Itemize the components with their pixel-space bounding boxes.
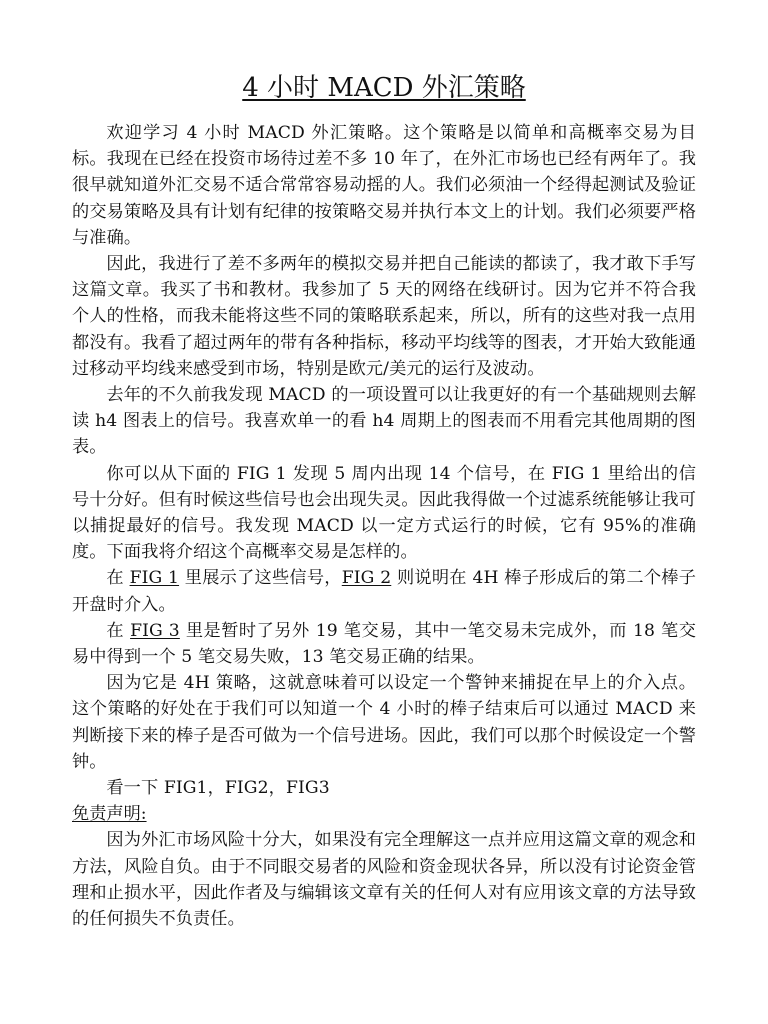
text-segment: 里展示了这些信号， bbox=[179, 568, 342, 589]
paragraph-discovery: 去年的不久前我发现 MACD 的一项设置可以让我更好的有一个基础规则去解读 h4 图表上的信号。我喜欢单一的看 h4 周期上的图表而不用看完其他周期的图表。 bbox=[72, 385, 696, 458]
fig2-reference: FIG 2 bbox=[341, 568, 392, 589]
fig3-reference: FIG 3 bbox=[130, 620, 180, 641]
document-title: 4 小时 MACD 外汇策略 bbox=[242, 73, 526, 103]
text-segment: 在 bbox=[106, 620, 131, 641]
paragraph-see-figs: 看一下 FIG1，FIG2，FIG3 bbox=[106, 778, 330, 799]
paragraph-signals: 你可以从下面的 FIG 1 发现 5 周内出现 14 个信号，在 FIG 1 里给出的信号十分好。但有时候这些信号也会出现失灵。因此我得做一个过滤系统能够让我可以捕捉最好的信号。我发现 MACD 以一定方式运行的时候，它有 95%的准确度。下面我将介绍这个高概率交易是怎样的。 bbox=[72, 463, 696, 563]
text-segment: 里是暂时了另外 19 笔交易，其中一笔交易未完成外，而 18 笔交易中得到一个 5 笔交易失败，13 笔交易正确的结果。 bbox=[72, 620, 696, 668]
paragraph-alarm: 因为它是 4H 策略，这就意味着可以设定一个警钟来捕捉在早上的介入点。这个策略的好处在于我们可以知道一个 4 小时的棒子结束后可以通过 MACD 来判断接下来的棒子是否可做为一个信号进场。因此，我们可以那个时候设定一个警钟。 bbox=[72, 673, 696, 772]
paragraph-fig-explanation bbox=[72, 565, 696, 617]
disclaimer-heading: 免责声明: bbox=[72, 804, 147, 825]
disclaimer-text: 因为外汇市场风险十分大，如果没有完全理解这一点并应用这篇文章的观念和方法，风险自负。由于不同眼交易者的风险和资金现状各异，所以没有讨论资金管理和止损水平，因此作者及与编辑该文章有关的任何人对有应用该文章的方法导致的任何损失不负责任。 bbox=[72, 830, 696, 930]
text-segment: 在 bbox=[106, 568, 130, 589]
paragraph-intro: 欢迎学习 4 小时 MACD 外汇策略。这个策略是以简单和高概率交易为目标。我现在已经在投资市场待过差不多 10 年了，在外汇市场也已经有两年了。我很早就知道外汇交易不适合常常容易动摇的人。我们必须油一个经得起测试及验证的交易策略及具有计划有纪律的按策略交易并执行本文上的计划。我们必须要严格与准确。 bbox=[72, 123, 696, 248]
text-segment: 则说明在 4H 棒子形成后的第二个棒子开盘时介入。 bbox=[72, 568, 697, 615]
paragraph-background: 因此，我进行了差不多两年的模拟交易并把自己能读的都读了，我才敢下手写这篇文章。我买了书和教材。我参加了 5 天的网络在线研讨。因为它并不符合我个人的性格，而我未能将这些不同的策略联系起来，所以，所有的这些对我一点用都没有。我看了超过两年的带有各种指标，移动平均线等的图表，才开始大致能通过移动平均线来感受到市场，特别是欧元/美元的运行及波动。 bbox=[72, 254, 696, 379]
fig1-reference: FIG 1 bbox=[129, 568, 180, 589]
paragraph-fig3-results bbox=[72, 618, 696, 670]
